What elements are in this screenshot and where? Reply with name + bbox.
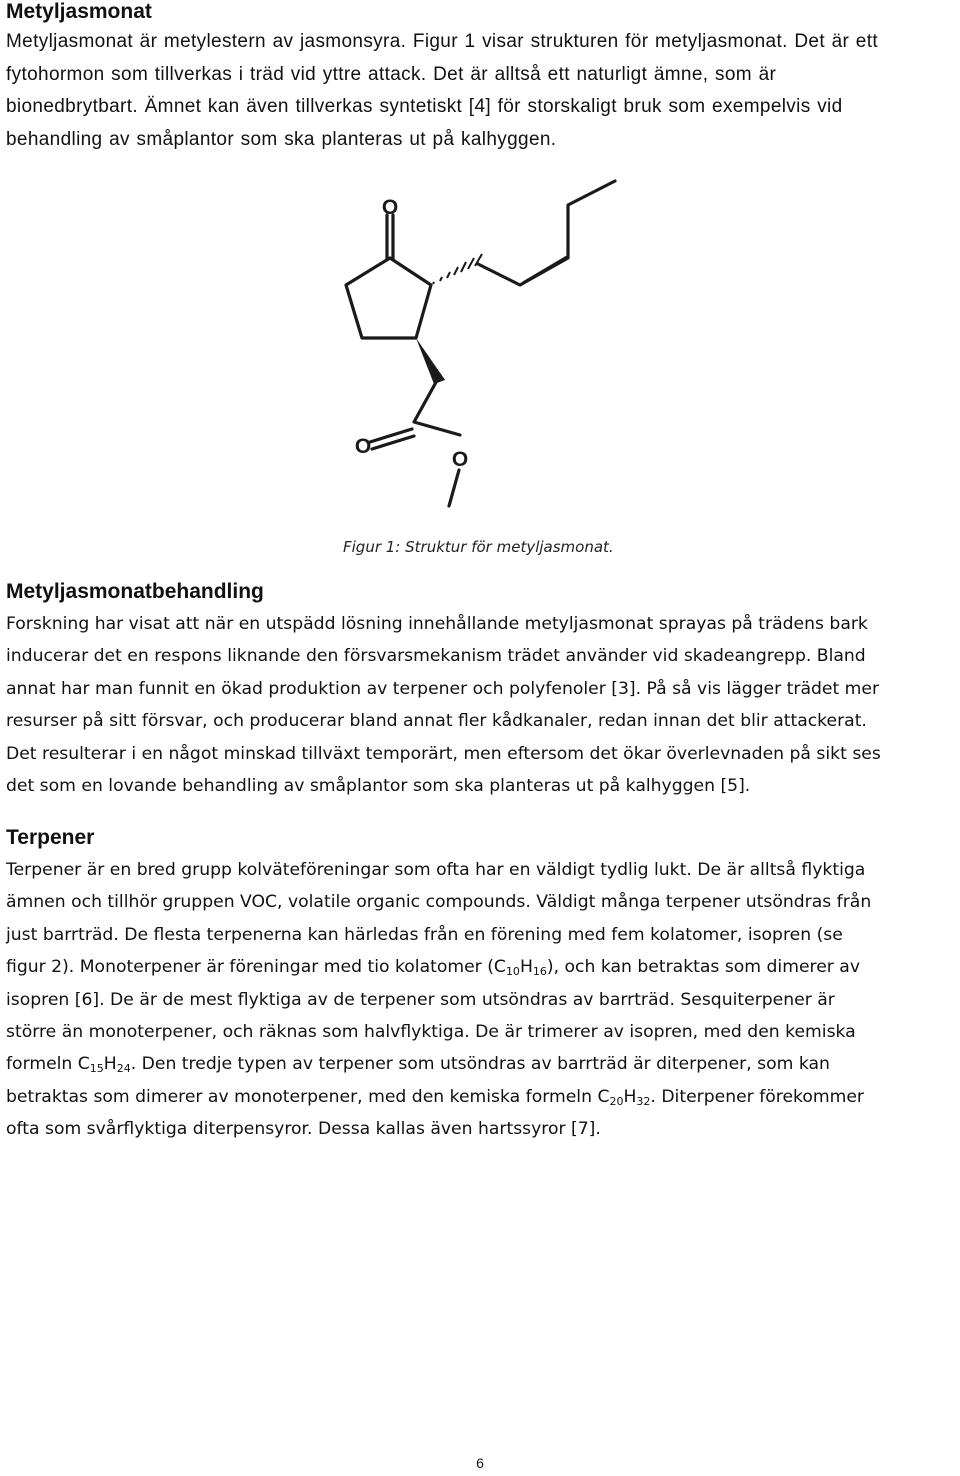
cyclopentanone-ring <box>346 258 431 338</box>
section-heading-metyljasmonat: Metyljasmonat <box>6 0 152 23</box>
paragraph-line: Det resulterar i en något minskad tillväxt temporärt, men eftersom det ökar överlevnaden på sikt ses <box>6 743 881 764</box>
paragraph-line: fytohormon som tillverkas i träd vid yttre attack. Det är alltså ett naturligt ämne, som är <box>6 63 777 85</box>
text-run: formeln C <box>6 1054 90 1075</box>
wedge-bond <box>416 338 445 384</box>
text-run: figur 2). Monoterpener är föreningar med tio kolatomer (C <box>6 957 506 978</box>
text-run: H <box>519 957 533 978</box>
hashed-wedge-bond <box>433 254 482 284</box>
paragraph-line <box>6 951 954 983</box>
text-run: H <box>103 1054 117 1075</box>
subscript: 32 <box>636 1094 651 1108</box>
cis-double-bond-inner <box>524 256 568 282</box>
paragraph-line <box>6 1048 954 1080</box>
page-number: 6 <box>476 1455 484 1471</box>
subscript: 20 <box>609 1094 624 1108</box>
text-run: . Diterpener förekommer <box>650 1086 864 1107</box>
paragraph-line: Forskning har visat att när en utspädd lösning innehållande metyljasmonat sprayas på trädens bark <box>6 614 868 634</box>
paragraph-line: det som en lovande behandling av småplantor som ska planteras ut på kalhyggen [5]. <box>6 776 751 797</box>
subscript: 24 <box>116 1062 131 1076</box>
paragraph-line: resurser på sitt försvar, och producerar bland annat fler kådkanaler, redan innan det blir attackerat. <box>6 711 867 732</box>
text-run: H <box>623 1086 637 1107</box>
carbonyl-oxygen-label: O <box>354 435 372 458</box>
methyl-jasmonate-structure-figure <box>330 170 640 515</box>
ester-oxygen-label: O <box>451 448 469 471</box>
paragraph-line: ofta som svårflyktiga diterpensyror. Dessa kallas även hartssyror [7]. <box>6 1119 601 1140</box>
section-heading-terpener: Terpener <box>6 826 95 849</box>
text-run: betraktas som dimerer av monoterpener, med den kemiska formeln C <box>6 1086 610 1107</box>
paragraph-line: isopren [6]. De är de mest flyktiga av de terpener som utsöndras av barrträd. Sesquiterpener är <box>6 989 835 1010</box>
section-heading-behandling: Metyljasmonatbehandling <box>6 580 264 603</box>
paragraph-line: ämnen och tillhör gruppen VOC, volatile organic compounds. Väldigt många terpener utsöndras från <box>6 892 872 913</box>
paragraph-line <box>6 1081 954 1113</box>
paragraph-line: behandling av småplantor som ska planteras ut på kalhyggen. <box>6 128 557 150</box>
paragraph-line: inducerar det en respons liknande den försvarsmekanism trädet använder vid skadeangrepp. Bland <box>6 646 866 667</box>
paragraph-line: annat har man funnit en ökad produktion av terpener och polyfenoler [3]. På så vis lägger trädet mer <box>6 678 880 699</box>
methoxy-bond <box>449 470 459 506</box>
paragraph-line: just barrträd. De flesta terpenerna kan härledas från en förening med fem kolatomer, isopren (se <box>6 924 843 945</box>
text-run: ), och kan betraktas som dimerer av <box>546 957 861 978</box>
behandling-paragraph <box>6 608 954 802</box>
paragraph-line: Terpener är en bred grupp kolväteföreningar som ofta har en väldigt tydlig lukt. De är alltså flyktiga <box>6 860 866 880</box>
figure-caption: Figur 1: Struktur för metyljasmonat. <box>343 538 614 556</box>
ester-chain <box>414 375 460 435</box>
paragraph-line: bionedbrytbart. Ämnet kan även tillverkas syntetiskt [4] för storskaligt bruk som exempelvis vid <box>6 96 843 117</box>
ketone-oxygen-label: O <box>381 196 399 219</box>
paragraph-line: Metyljasmonat är metylestern av jasmonsyra. Figur 1 visar strukturen för metyljasmonat. Det är ett <box>6 31 878 52</box>
paragraph-line: större än monoterpener, och räknas som halvflyktiga. De är trimerer av isopren, med den kemiska <box>6 1022 856 1043</box>
terpener-paragraph <box>6 854 954 1146</box>
subscript: 16 <box>532 965 547 979</box>
subscript: 10 <box>505 965 520 979</box>
subscript: 15 <box>89 1062 104 1076</box>
intro-paragraph <box>6 26 954 156</box>
text-run: . Den tredje typen av terpener som utsöndras av barrträd är diterpener, som kan <box>130 1054 830 1075</box>
